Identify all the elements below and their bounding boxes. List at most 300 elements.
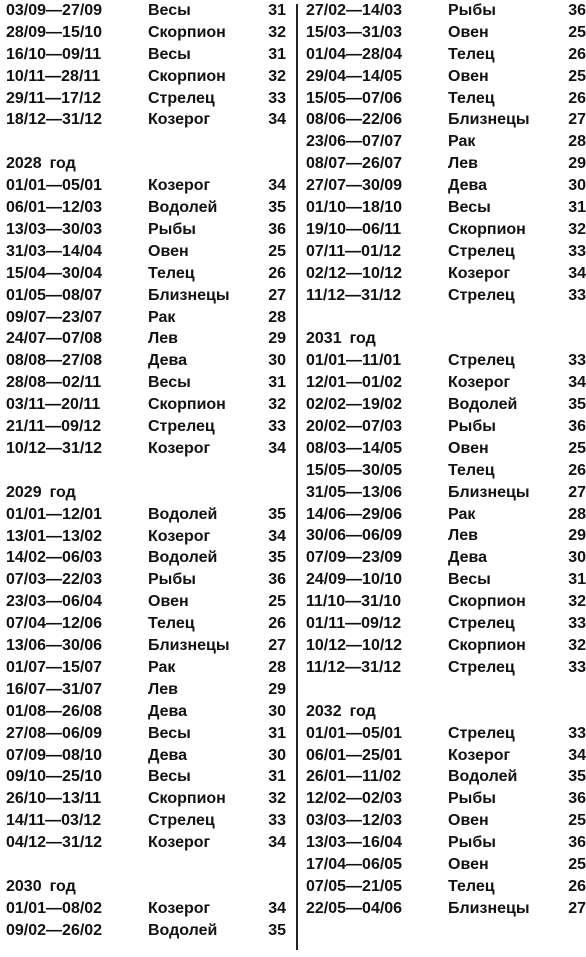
sign-name: Стрелец: [448, 658, 515, 676]
table-row: [6, 394, 286, 416]
column-divider: [296, 4, 298, 950]
sign-name: Телец: [448, 877, 495, 895]
sign-number: 31: [268, 45, 286, 63]
sign-number: 35: [268, 921, 286, 939]
sign-name: Стрелец: [148, 89, 215, 107]
date-range: 13/01—13/02: [6, 527, 103, 545]
date-range: 07/11—01/12: [306, 242, 402, 260]
date-range: 09/07—23/07: [6, 308, 103, 326]
table-row: [306, 854, 586, 876]
sign-number: 36: [568, 790, 586, 808]
date-range: 08/08—27/08: [6, 352, 103, 370]
sign-name: Овен: [148, 242, 189, 260]
table-row: [306, 0, 586, 22]
sign-number: 27: [268, 637, 286, 655]
year-number: 2029: [6, 483, 42, 501]
table-row: [306, 788, 586, 810]
sign-number: 31: [268, 374, 286, 392]
sign-name: Рыбы: [448, 2, 496, 19]
date-range: 21/11—09/12: [6, 418, 102, 436]
sign-name: Весы: [448, 571, 491, 589]
date-range: 11/12—31/12: [306, 286, 402, 304]
sign-name: Весы: [148, 374, 191, 392]
table-row: [6, 285, 286, 307]
date-range: 01/01—12/01: [6, 505, 103, 523]
sign-name: Стрелец: [448, 615, 515, 633]
table-row: [6, 372, 286, 394]
date-range: 24/09—10/10: [306, 571, 403, 589]
table-row: [306, 241, 586, 263]
sign-name: Козерог: [148, 177, 211, 195]
sign-number: 30: [568, 549, 586, 567]
sign-name: Лев: [148, 330, 178, 348]
sign-number: 34: [268, 527, 286, 545]
date-range: 07/09—23/09: [306, 549, 403, 567]
date-range: 26/10—13/11: [6, 790, 102, 808]
table-row: [6, 219, 286, 241]
sign-name: Водолей: [148, 505, 218, 523]
sign-number: 33: [268, 418, 286, 436]
sign-name: Рыбы: [148, 221, 196, 239]
table-row: [6, 810, 286, 832]
table-row: [6, 241, 286, 263]
year-heading: [6, 482, 286, 504]
date-range: 09/02—26/02: [6, 921, 103, 939]
sign-name: Скорпион: [148, 790, 226, 808]
table-row: [306, 197, 586, 219]
sign-number: 33: [268, 812, 286, 830]
sign-number: 35: [268, 505, 286, 523]
sign-name: Рак: [448, 133, 476, 151]
sign-number: 27: [568, 111, 586, 129]
sign-name: Весы: [148, 45, 191, 63]
table-row: [6, 350, 286, 372]
table-row: [306, 460, 586, 482]
date-range: 01/04—28/04: [306, 45, 403, 63]
sign-name: Телец: [448, 461, 495, 479]
sign-name: Рыбы: [448, 418, 496, 436]
table-row: [6, 109, 286, 131]
table-row: [6, 44, 286, 66]
sign-number: 36: [568, 2, 586, 19]
sign-name: Весы: [148, 768, 191, 786]
sign-number: 30: [268, 702, 286, 720]
sign-number: 25: [568, 439, 586, 457]
date-range: 01/10—18/10: [306, 199, 403, 217]
table-row: [6, 88, 286, 110]
date-range: 11/12—31/12: [306, 658, 402, 676]
table-row: [306, 109, 586, 131]
table-row: [306, 131, 586, 153]
right-column: [306, 0, 586, 920]
table-row: [6, 0, 286, 22]
table-row: [6, 613, 286, 635]
sign-number: 32: [568, 636, 586, 654]
sign-number: 25: [268, 593, 286, 611]
date-range: 10/11—28/11: [6, 67, 101, 85]
date-range: 07/04—12/06: [6, 615, 103, 633]
sign-number: 25: [268, 242, 286, 260]
sign-number: 33: [268, 89, 286, 107]
sign-number: 26: [568, 45, 586, 63]
table-row: [306, 591, 586, 613]
year-heading: [306, 701, 586, 723]
table-row: [6, 569, 286, 591]
sign-number: 32: [268, 790, 286, 808]
sign-name: Козерог: [448, 374, 511, 392]
date-range: 27/02—14/03: [306, 2, 403, 19]
table-row: [306, 745, 586, 767]
table-row: [6, 547, 286, 569]
year-heading: [6, 153, 286, 175]
sign-number: 26: [568, 877, 586, 895]
date-range: 29/11—17/12: [6, 89, 102, 107]
table-row: [306, 569, 586, 591]
date-range: 31/05—13/06: [306, 483, 403, 501]
sign-number: 35: [268, 549, 286, 567]
sign-number: 33: [568, 352, 586, 370]
sign-number: 25: [568, 67, 586, 85]
sign-name: Телец: [448, 45, 495, 63]
table-row: [6, 438, 286, 460]
sign-name: Дева: [148, 746, 188, 764]
sign-number: 31: [268, 724, 286, 742]
table-row: [6, 635, 286, 657]
table-row: [306, 175, 586, 197]
sign-name: Козерог: [148, 439, 211, 457]
sign-name: Рыбы: [148, 571, 196, 589]
sign-name: Водолей: [148, 199, 218, 217]
sign-name: Близнецы: [448, 111, 530, 129]
date-range: 06/01—12/03: [6, 199, 103, 217]
table-row: [306, 88, 586, 110]
sign-number: 33: [568, 615, 586, 633]
sign-number: 34: [268, 177, 286, 195]
table-row: [6, 920, 286, 942]
sign-name: Козерог: [148, 527, 211, 545]
date-range: 19/10—06/11: [306, 220, 402, 238]
sign-name: Рак: [148, 658, 176, 676]
date-range: 07/03—22/03: [6, 571, 103, 589]
date-range: 02/02—19/02: [306, 396, 403, 414]
sign-name: Лев: [448, 155, 478, 173]
date-range: 15/04—30/04: [6, 264, 103, 282]
year-label: год: [349, 330, 376, 348]
table-row: [6, 504, 286, 526]
sign-number: 27: [568, 899, 586, 917]
sign-number: 35: [568, 768, 586, 786]
sign-number: 30: [268, 352, 286, 370]
sign-number: 26: [268, 264, 286, 282]
sign-number: 36: [268, 221, 286, 239]
sign-name: Рыбы: [448, 834, 496, 852]
sign-number: 31: [268, 2, 286, 19]
sign-name: Овен: [448, 855, 489, 873]
date-range: 17/04—06/05: [306, 855, 403, 873]
table-row: [6, 66, 286, 88]
sign-name: Близнецы: [448, 899, 530, 917]
sign-number: 35: [568, 396, 586, 414]
table-row: [6, 723, 286, 745]
table-row: [306, 613, 586, 635]
sign-name: Овен: [148, 593, 189, 611]
sign-name: Близнецы: [148, 286, 230, 304]
sign-name: Стрелец: [148, 418, 215, 436]
sign-name: Лев: [148, 680, 178, 698]
sign-name: Скорпион: [448, 593, 526, 611]
date-range: 16/10—09/11: [6, 45, 102, 63]
date-range: 22/05—04/06: [306, 899, 403, 917]
table-row: [306, 22, 586, 44]
date-range: 03/09—27/09: [6, 2, 103, 19]
sign-number: 33: [568, 658, 586, 676]
date-range: 15/05—30/05: [306, 461, 403, 479]
year-label: год: [49, 483, 76, 501]
sign-name: Козерог: [148, 834, 211, 852]
date-range: 10/12—10/12: [306, 636, 403, 654]
sign-number: 36: [568, 418, 586, 436]
date-range: 29/04—14/05: [306, 67, 403, 85]
table-row: [306, 219, 586, 241]
date-range: 31/03—14/04: [6, 242, 103, 260]
date-range: 15/03—31/03: [306, 23, 403, 41]
table-row: [306, 263, 586, 285]
sign-name: Скорпион: [448, 636, 526, 654]
sign-number: 29: [568, 527, 586, 545]
sign-number: 32: [568, 593, 586, 611]
sign-number: 34: [568, 374, 586, 392]
date-range: 28/08—02/11: [6, 374, 102, 392]
date-range: 08/06—22/06: [306, 111, 403, 129]
date-range: 20/02—07/03: [306, 418, 403, 436]
date-range: 01/08—26/08: [6, 702, 103, 720]
sign-number: 25: [568, 812, 586, 830]
table-row: [6, 701, 286, 723]
date-range: 23/03—06/04: [6, 593, 103, 611]
table-row: [6, 745, 286, 767]
sign-number: 34: [268, 899, 286, 917]
sign-number: 26: [568, 461, 586, 479]
sign-name: Козерог: [448, 264, 511, 282]
table-row: [306, 810, 586, 832]
date-range: 01/01—05/01: [6, 177, 103, 195]
table-row: [6, 591, 286, 613]
year-number: 2032: [306, 702, 342, 720]
date-range: 01/01—08/02: [6, 899, 103, 917]
sign-number: 28: [268, 658, 286, 676]
sign-name: Водолей: [448, 396, 518, 414]
date-range: 16/07—31/07: [6, 680, 103, 698]
year-number: 2030: [6, 877, 42, 895]
sign-number: 33: [568, 724, 586, 742]
sign-number: 26: [568, 89, 586, 107]
table-row: [6, 679, 286, 701]
table-row: [306, 44, 586, 66]
sign-number: 30: [268, 746, 286, 764]
sign-number: 36: [568, 834, 586, 852]
table-row: [6, 788, 286, 810]
sign-number: 28: [268, 308, 286, 326]
sign-number: 34: [268, 111, 286, 129]
date-range: 02/12—10/12: [306, 264, 403, 282]
year-heading: [6, 876, 286, 898]
sign-name: Лев: [448, 527, 478, 545]
date-range: 06/01—25/01: [306, 746, 403, 764]
table-row: [6, 197, 286, 219]
date-range: 07/05—21/05: [306, 877, 403, 895]
left-column: [6, 0, 286, 942]
date-range: 13/03—16/04: [306, 834, 403, 852]
date-range: 27/07—30/09: [306, 177, 403, 195]
date-range: 28/09—15/10: [6, 23, 103, 41]
date-range: 14/11—03/12: [6, 812, 102, 830]
table-row: [306, 547, 586, 569]
sign-name: Скорпион: [148, 396, 226, 414]
year-label: год: [349, 702, 376, 720]
sign-number: 35: [268, 199, 286, 217]
sign-number: 34: [568, 746, 586, 764]
table-row: [306, 657, 586, 679]
table-row: [6, 766, 286, 788]
table-row: [6, 657, 286, 679]
sign-number: 36: [268, 571, 286, 589]
sign-name: Козерог: [448, 746, 511, 764]
date-range: 03/03—12/03: [306, 812, 403, 830]
sign-number: 30: [568, 177, 586, 195]
table-row: [306, 723, 586, 745]
sign-number: 29: [568, 155, 586, 173]
table-row: [306, 285, 586, 307]
sign-number: 26: [268, 615, 286, 633]
sign-number: 31: [568, 199, 586, 217]
sign-name: Рак: [148, 308, 176, 326]
year-label: год: [49, 155, 76, 173]
sign-name: Рыбы: [448, 790, 496, 808]
sign-name: Весы: [448, 199, 491, 217]
sign-name: Водолей: [148, 921, 218, 939]
sign-name: Телец: [448, 89, 495, 107]
sign-number: 32: [568, 220, 586, 238]
sign-name: Водолей: [148, 549, 218, 567]
date-range: 03/11—20/11: [6, 396, 101, 414]
table-row: [306, 766, 586, 788]
sign-name: Овен: [448, 439, 489, 457]
sign-number: 31: [568, 571, 586, 589]
sign-number: 32: [268, 23, 286, 41]
sign-number: 29: [268, 330, 286, 348]
sign-name: Козерог: [148, 899, 211, 917]
table-row: [306, 876, 586, 898]
table-row: [6, 22, 286, 44]
sign-name: Дева: [448, 549, 488, 567]
date-range: 14/02—06/03: [6, 549, 103, 567]
sign-name: Телец: [148, 615, 195, 633]
sign-name: Стрелец: [448, 242, 515, 260]
sign-name: Скорпион: [148, 67, 226, 85]
date-range: 24/07—07/08: [6, 330, 103, 348]
date-range: 15/05—07/06: [306, 89, 403, 107]
table-row: [6, 898, 286, 920]
table-row: [306, 898, 586, 920]
sign-name: Стрелец: [448, 286, 515, 304]
date-range: 01/05—08/07: [6, 286, 103, 304]
sign-number: 34: [568, 264, 586, 282]
year-number: 2031: [306, 330, 342, 348]
date-range: 13/03—30/03: [6, 221, 103, 239]
table-row: [306, 832, 586, 854]
sign-name: Дева: [148, 352, 188, 370]
sign-number: 28: [568, 505, 586, 523]
date-range: 13/06—30/06: [6, 637, 103, 655]
table-row: [306, 350, 586, 372]
date-range: 26/01—11/02: [306, 768, 402, 786]
date-range: 01/11—09/12: [306, 615, 402, 633]
sign-name: Близнецы: [148, 637, 230, 655]
date-range: 04/12—31/12: [6, 834, 103, 852]
date-range: 30/06—06/09: [306, 527, 403, 545]
sign-name: Скорпион: [148, 23, 226, 41]
sign-name: Водолей: [448, 768, 518, 786]
table-row: [6, 526, 286, 548]
sign-number: 34: [268, 834, 286, 852]
table-row: [306, 416, 586, 438]
sign-number: 32: [268, 396, 286, 414]
sign-number: 27: [568, 483, 586, 501]
sign-number: 33: [568, 242, 586, 260]
sign-name: Рак: [448, 505, 476, 523]
sign-name: Овен: [448, 812, 489, 830]
sign-name: Близнецы: [448, 483, 530, 501]
table-row: [6, 307, 286, 329]
sign-number: 29: [268, 680, 286, 698]
table-row: [306, 438, 586, 460]
year-number: 2028: [6, 155, 42, 173]
sign-name: Стрелец: [448, 352, 515, 370]
year-label: год: [49, 877, 76, 895]
date-range: 09/10—25/10: [6, 768, 103, 786]
table-row: [6, 328, 286, 350]
sign-number: 31: [268, 768, 286, 786]
table-row: [306, 394, 586, 416]
table-row: [6, 263, 286, 285]
table-row: [306, 153, 586, 175]
date-range: 08/07—26/07: [306, 155, 403, 173]
sign-name: Телец: [148, 264, 195, 282]
sign-number: 25: [568, 23, 586, 41]
sign-number: 25: [568, 855, 586, 873]
sign-name: Овен: [448, 67, 489, 85]
date-range: 14/06—29/06: [306, 505, 403, 523]
date-range: 01/01—11/01: [306, 352, 402, 370]
date-range: 10/12—31/12: [6, 439, 103, 457]
date-range: 23/06—07/07: [306, 133, 403, 151]
sign-number: 33: [568, 286, 586, 304]
sign-name: Стрелец: [148, 812, 215, 830]
date-range: 11/10—31/10: [306, 593, 402, 611]
date-range: 18/12—31/12: [6, 111, 103, 129]
table-row: [306, 525, 586, 547]
sign-name: Овен: [448, 23, 489, 41]
sign-number: 34: [268, 439, 286, 457]
date-range: 07/09—08/10: [6, 746, 103, 764]
date-range: 01/07—15/07: [6, 658, 103, 676]
table-row: [306, 372, 586, 394]
date-range: 01/01—05/01: [306, 724, 403, 742]
date-range: 12/01—01/02: [306, 374, 403, 392]
sign-number: 28: [568, 133, 586, 151]
date-range: 08/03—14/05: [306, 439, 403, 457]
sign-name: Дева: [448, 177, 488, 195]
